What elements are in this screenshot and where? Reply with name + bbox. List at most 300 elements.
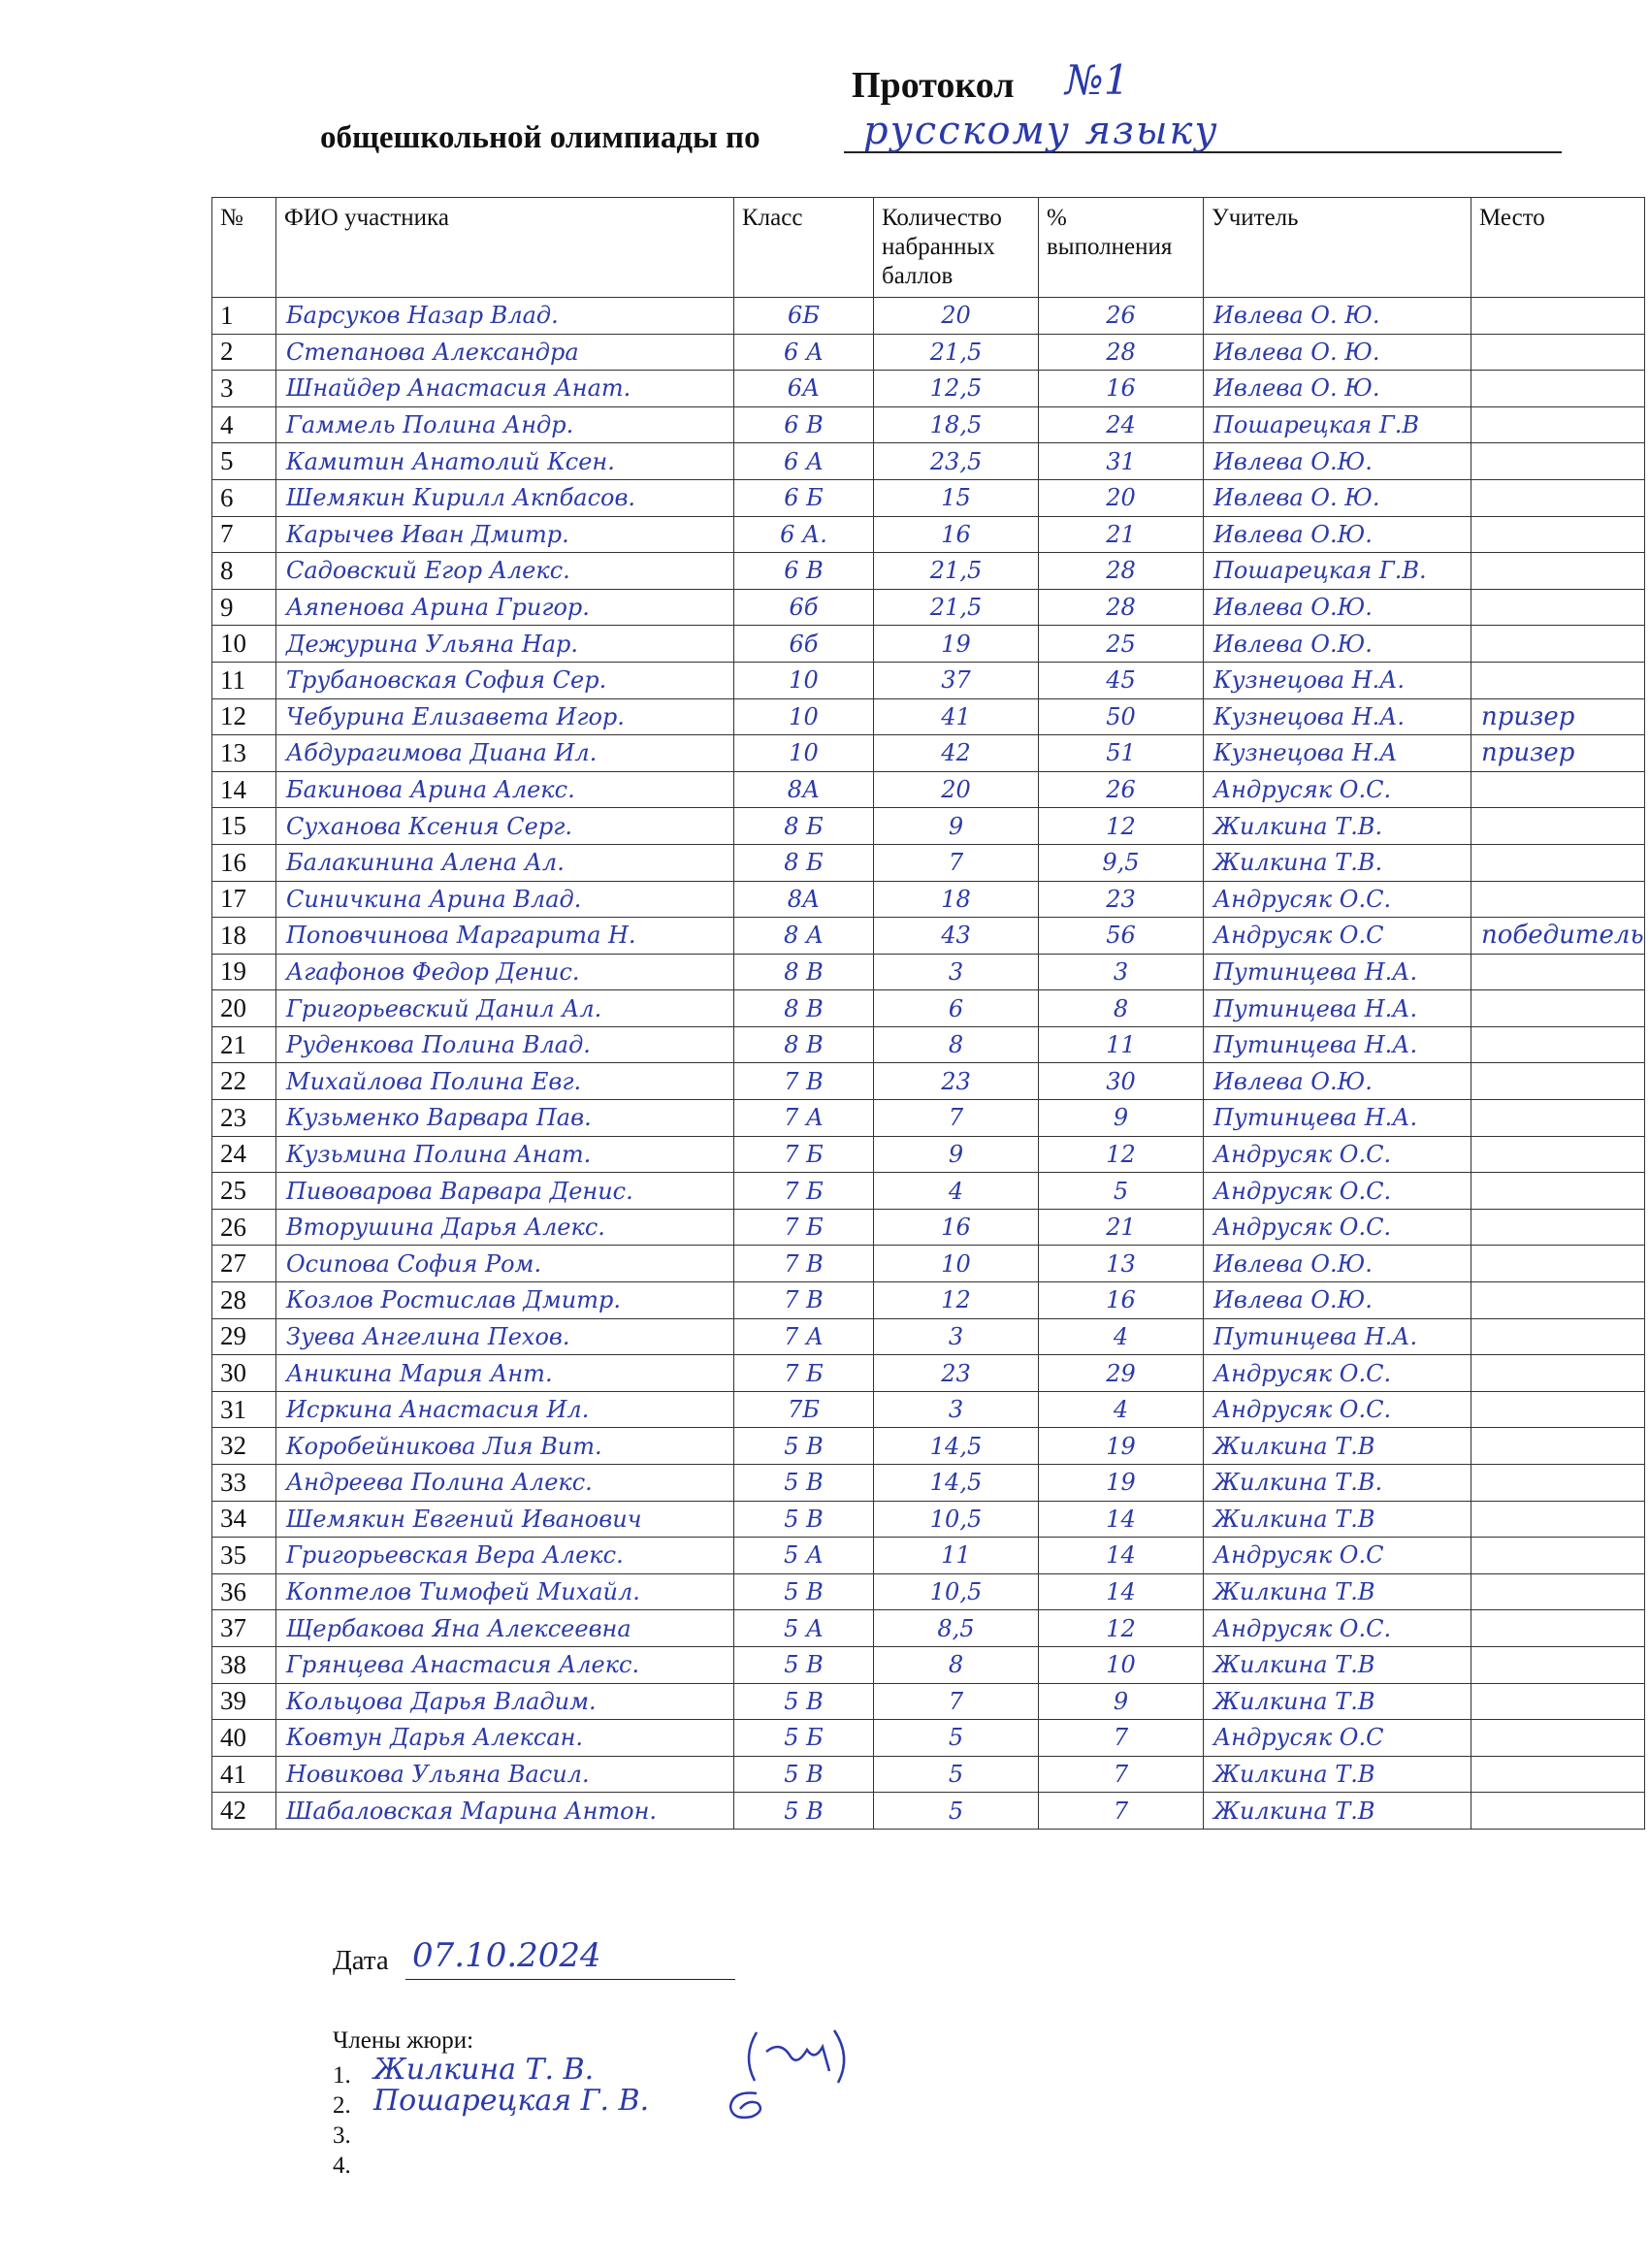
place-cell	[1471, 1756, 1645, 1793]
teacher-cell: Путинцева Н.А.	[1204, 1318, 1471, 1355]
class-cell: 8 А	[734, 918, 874, 955]
table-row	[212, 298, 1645, 335]
class-cell: 7 В	[734, 1246, 874, 1282]
participant-name: Дежурина Ульяна Нар.	[276, 626, 734, 663]
teacher-cell: Кузнецова Н.А	[1204, 735, 1471, 772]
participant-name: Кузьмина Полина Анат.	[276, 1136, 734, 1173]
row-number: 34	[212, 1501, 276, 1538]
participant-name: Абдурагимова Диана Ил.	[276, 735, 734, 772]
teacher-cell: Жилкина Т.В	[1204, 1646, 1471, 1683]
place-cell	[1471, 1246, 1645, 1282]
table-row	[212, 1610, 1645, 1647]
place-cell: призер	[1471, 698, 1645, 735]
participant-name: Балакинина Алена Ал.	[276, 844, 734, 881]
percent-cell: 56	[1039, 918, 1204, 955]
table-row	[212, 553, 1645, 590]
table-row	[212, 1063, 1645, 1100]
teacher-cell: Жилкина Т.В	[1204, 1501, 1471, 1538]
teacher-cell: Ивлева О.Ю.	[1204, 1282, 1471, 1319]
protocol-subtitle: общешкольной олимпиады по	[320, 120, 760, 155]
row-number: 25	[212, 1173, 276, 1210]
class-cell: 6А	[734, 371, 874, 407]
class-cell: 6 Б	[734, 479, 874, 516]
class-cell: 5 В	[734, 1793, 874, 1830]
score-cell: 5	[874, 1720, 1039, 1757]
score-cell: 20	[874, 298, 1039, 335]
class-cell: 5 В	[734, 1756, 874, 1793]
percent-cell: 21	[1039, 516, 1204, 553]
participant-name: Козлов Ростислав Дмитр.	[276, 1282, 734, 1319]
place-cell	[1471, 954, 1645, 990]
table-row	[212, 771, 1645, 808]
teacher-cell: Пошарецкая Г.В.	[1204, 553, 1471, 590]
score-cell: 8	[874, 1026, 1039, 1063]
teacher-cell: Жилкина Т.В	[1204, 1756, 1471, 1793]
row-number: 35	[212, 1538, 276, 1574]
teacher-cell: Путинцева Н.А.	[1204, 954, 1471, 990]
place-cell	[1471, 1538, 1645, 1574]
participant-name: Григорьевская Вера Алекс.	[276, 1538, 734, 1574]
table-row	[212, 844, 1645, 881]
percent-cell: 12	[1039, 808, 1204, 845]
score-cell: 14,5	[874, 1428, 1039, 1465]
score-cell: 21,5	[874, 334, 1039, 371]
score-cell: 12,5	[874, 371, 1039, 407]
percent-cell: 10	[1039, 1646, 1204, 1683]
table-row	[212, 334, 1645, 371]
row-number: 31	[212, 1391, 276, 1428]
row-number: 40	[212, 1720, 276, 1757]
class-cell: 8 В	[734, 990, 874, 1027]
class-cell: 7 Б	[734, 1136, 874, 1173]
table-row	[212, 371, 1645, 407]
table-row	[212, 1428, 1645, 1465]
place-cell	[1471, 1610, 1645, 1647]
teacher-cell: Андрусяк О.С.	[1204, 881, 1471, 918]
score-cell: 23	[874, 1063, 1039, 1100]
score-cell: 21,5	[874, 553, 1039, 590]
class-cell: 5 В	[734, 1501, 874, 1538]
place-cell	[1471, 881, 1645, 918]
table-row	[212, 1720, 1645, 1757]
participant-name: Барсуков Назар Влад.	[276, 298, 734, 335]
place-cell	[1471, 1209, 1645, 1246]
percent-cell: 5	[1039, 1173, 1204, 1210]
participant-name: Кузьменко Варвара Пав.	[276, 1100, 734, 1137]
class-cell: 6 А	[734, 443, 874, 480]
participant-name: Гаммель Полина Андр.	[276, 406, 734, 443]
place-cell	[1471, 1573, 1645, 1610]
teacher-cell: Ивлева О.Ю.	[1204, 1063, 1471, 1100]
table-row	[212, 1683, 1645, 1720]
score-cell: 14,5	[874, 1465, 1039, 1502]
class-cell: 5 А	[734, 1610, 874, 1647]
score-cell: 7	[874, 1100, 1039, 1137]
teacher-cell: Ивлева О.Ю.	[1204, 443, 1471, 480]
row-number: 24	[212, 1136, 276, 1173]
row-number: 33	[212, 1465, 276, 1502]
class-cell: 7 В	[734, 1063, 874, 1100]
participant-name: Аяпенова Арина Григор.	[276, 589, 734, 626]
jury-number-4: 4.	[333, 2153, 351, 2179]
table-row	[212, 479, 1645, 516]
teacher-cell: Кузнецова Н.А.	[1204, 662, 1471, 698]
place-cell	[1471, 1720, 1645, 1757]
percent-cell: 29	[1039, 1355, 1204, 1392]
score-cell: 8	[874, 1646, 1039, 1683]
row-number: 7	[212, 516, 276, 553]
class-cell: 8 Б	[734, 808, 874, 845]
teacher-cell: Путинцева Н.А.	[1204, 1100, 1471, 1137]
place-cell	[1471, 1355, 1645, 1392]
participant-name: Шемякин Кирилл Акпбасов.	[276, 479, 734, 516]
participant-name: Зуева Ангелина Пехов.	[276, 1318, 734, 1355]
table-row	[212, 626, 1645, 663]
place-cell: победитель	[1471, 918, 1645, 955]
row-number: 14	[212, 771, 276, 808]
percent-cell: 51	[1039, 735, 1204, 772]
class-cell: 7 Б	[734, 1355, 874, 1392]
score-cell: 12	[874, 1282, 1039, 1319]
class-cell: 7 Б	[734, 1209, 874, 1246]
table-row	[212, 1538, 1645, 1574]
place-cell	[1471, 1646, 1645, 1683]
row-number: 12	[212, 698, 276, 735]
score-cell: 3	[874, 954, 1039, 990]
participant-name: Кольцова Дарья Владим.	[276, 1683, 734, 1720]
class-cell: 6 В	[734, 553, 874, 590]
percent-cell: 50	[1039, 698, 1204, 735]
participant-name: Карычев Иван Дмитр.	[276, 516, 734, 553]
row-number: 27	[212, 1246, 276, 1282]
percent-cell: 45	[1039, 662, 1204, 698]
percent-cell: 13	[1039, 1246, 1204, 1282]
row-number: 11	[212, 662, 276, 698]
teacher-cell: Ивлева О. Ю.	[1204, 334, 1471, 371]
participant-name: Коптелов Тимофей Михайл.	[276, 1573, 734, 1610]
class-cell: 8А	[734, 771, 874, 808]
table-row	[212, 1465, 1645, 1502]
teacher-cell: Ивлева О.Ю.	[1204, 626, 1471, 663]
place-cell	[1471, 479, 1645, 516]
percent-cell: 14	[1039, 1538, 1204, 1574]
score-cell: 18	[874, 881, 1039, 918]
participant-name: Шемякин Евгений Иванович	[276, 1501, 734, 1538]
protocol-number: №1	[1065, 56, 1130, 104]
place-cell	[1471, 771, 1645, 808]
table-row	[212, 1209, 1645, 1246]
protocol-title: Протокол	[852, 65, 1015, 106]
place-cell	[1471, 516, 1645, 553]
teacher-cell: Андрусяк О.С.	[1204, 1136, 1471, 1173]
percent-cell: 3	[1039, 954, 1204, 990]
place-cell	[1471, 990, 1645, 1027]
signature-2	[723, 2086, 771, 2124]
date-value: 07.10.2024	[412, 1936, 601, 1975]
class-cell: 5 В	[734, 1573, 874, 1610]
col-name-header: ФИО участника	[276, 198, 734, 298]
place-cell	[1471, 1465, 1645, 1502]
table-row	[212, 1173, 1645, 1210]
table-row	[212, 589, 1645, 626]
percent-cell: 16	[1039, 371, 1204, 407]
score-cell: 7	[874, 844, 1039, 881]
place-cell	[1471, 443, 1645, 480]
participant-name: Ковтун Дарья Алексан.	[276, 1720, 734, 1757]
teacher-cell: Жилкина Т.В	[1204, 1573, 1471, 1610]
participant-name: Шнайдер Анастасия Анат.	[276, 371, 734, 407]
row-number: 32	[212, 1428, 276, 1465]
percent-cell: 30	[1039, 1063, 1204, 1100]
row-number: 38	[212, 1646, 276, 1683]
class-cell: 8А	[734, 881, 874, 918]
class-cell: 5 Б	[734, 1720, 874, 1757]
row-number: 2	[212, 334, 276, 371]
participant-name: Поповчинова Маргарита Н.	[276, 918, 734, 955]
class-cell: 5 В	[734, 1428, 874, 1465]
teacher-cell: Андрусяк О.С.	[1204, 771, 1471, 808]
table-row	[212, 1501, 1645, 1538]
teacher-cell: Жилкина Т.В	[1204, 1683, 1471, 1720]
score-cell: 23	[874, 1355, 1039, 1392]
score-cell: 6	[874, 990, 1039, 1027]
signature-1	[737, 2023, 863, 2090]
class-cell: 5 В	[734, 1646, 874, 1683]
place-cell	[1471, 1063, 1645, 1100]
percent-cell: 19	[1039, 1465, 1204, 1502]
jury-member-2: Пошарецкая Г. В.	[373, 2084, 650, 2118]
participant-name: Коробейникова Лия Вит.	[276, 1428, 734, 1465]
teacher-cell: Андрусяк О.С.	[1204, 1391, 1471, 1428]
teacher-cell: Жилкина Т.В	[1204, 1793, 1471, 1830]
participant-name: Вторушина Дарья Алекс.	[276, 1209, 734, 1246]
place-cell	[1471, 626, 1645, 663]
table-row	[212, 1026, 1645, 1063]
table-row	[212, 443, 1645, 480]
teacher-cell: Ивлева О. Ю.	[1204, 371, 1471, 407]
place-cell	[1471, 1173, 1645, 1210]
percent-cell: 26	[1039, 298, 1204, 335]
participant-name: Грянцева Анастасия Алекс.	[276, 1646, 734, 1683]
percent-cell: 14	[1039, 1573, 1204, 1610]
score-cell: 7	[874, 1683, 1039, 1720]
place-cell	[1471, 589, 1645, 626]
teacher-cell: Андрусяк О.С	[1204, 1720, 1471, 1757]
table-header-row	[212, 198, 1645, 298]
percent-cell: 7	[1039, 1793, 1204, 1830]
percent-cell: 7	[1039, 1720, 1204, 1757]
class-cell: 6 А.	[734, 516, 874, 553]
participant-name: Исркина Анастасия Ил.	[276, 1391, 734, 1428]
percent-cell: 31	[1039, 443, 1204, 480]
score-cell: 5	[874, 1793, 1039, 1830]
score-cell: 15	[874, 479, 1039, 516]
place-cell	[1471, 662, 1645, 698]
table-row	[212, 406, 1645, 443]
participant-name: Степанова Александра	[276, 334, 734, 371]
row-number: 28	[212, 1282, 276, 1319]
participant-name: Чебурина Елизавета Игор.	[276, 698, 734, 735]
class-cell: 7 В	[734, 1282, 874, 1319]
percent-cell: 9,5	[1039, 844, 1204, 881]
class-cell: 6 А	[734, 334, 874, 371]
score-cell: 10,5	[874, 1501, 1039, 1538]
participant-name: Щербакова Яна Алексеевна	[276, 1610, 734, 1647]
place-cell	[1471, 844, 1645, 881]
score-cell: 9	[874, 808, 1039, 845]
score-cell: 43	[874, 918, 1039, 955]
place-cell	[1471, 1391, 1645, 1428]
class-cell: 6б	[734, 589, 874, 626]
place-cell	[1471, 1318, 1645, 1355]
table-row	[212, 698, 1645, 735]
class-cell: 5 А	[734, 1538, 874, 1574]
percent-cell: 12	[1039, 1610, 1204, 1647]
date-underline	[405, 1979, 735, 1980]
percent-cell: 9	[1039, 1683, 1204, 1720]
score-cell: 9	[874, 1136, 1039, 1173]
col-percent-header: % выполнения	[1039, 198, 1204, 298]
score-cell: 16	[874, 1209, 1039, 1246]
table-row	[212, 735, 1645, 772]
class-cell: 6 В	[734, 406, 874, 443]
place-cell	[1471, 553, 1645, 590]
percent-cell: 11	[1039, 1026, 1204, 1063]
jury-label: Члены жюри:	[333, 2027, 474, 2054]
table-row	[212, 1246, 1645, 1282]
class-cell: 5 В	[734, 1465, 874, 1502]
teacher-cell: Жилкина Т.В	[1204, 1428, 1471, 1465]
table-row	[212, 1355, 1645, 1392]
score-cell: 10	[874, 1246, 1039, 1282]
row-number: 15	[212, 808, 276, 845]
row-number: 13	[212, 735, 276, 772]
participant-name: Агафонов Федор Денис.	[276, 954, 734, 990]
date-label: Дата	[333, 1945, 389, 1976]
class-cell: 8 В	[734, 954, 874, 990]
col-teacher-header: Учитель	[1204, 198, 1471, 298]
participant-name: Синичкина Арина Влад.	[276, 881, 734, 918]
teacher-cell: Андрусяк О.С.	[1204, 1610, 1471, 1647]
class-cell: 10	[734, 735, 874, 772]
place-cell	[1471, 1026, 1645, 1063]
score-cell: 16	[874, 516, 1039, 553]
participant-name: Андреева Полина Алекс.	[276, 1465, 734, 1502]
jury-number-3: 3.	[333, 2122, 351, 2149]
table-row	[212, 1573, 1645, 1610]
percent-cell: 16	[1039, 1282, 1204, 1319]
participant-name: Шабаловская Марина Антон.	[276, 1793, 734, 1830]
place-cell: призер	[1471, 735, 1645, 772]
class-cell: 10	[734, 698, 874, 735]
class-cell: 5 В	[734, 1683, 874, 1720]
place-cell	[1471, 334, 1645, 371]
percent-cell: 25	[1039, 626, 1204, 663]
jury-number-1: 1.	[333, 2062, 351, 2089]
table-row	[212, 881, 1645, 918]
class-cell: 7 А	[734, 1100, 874, 1137]
table-row	[212, 516, 1645, 553]
score-cell: 42	[874, 735, 1039, 772]
row-number: 20	[212, 990, 276, 1027]
score-cell: 21,5	[874, 589, 1039, 626]
row-number: 21	[212, 1026, 276, 1063]
class-cell: 6Б	[734, 298, 874, 335]
score-cell: 3	[874, 1391, 1039, 1428]
row-number: 8	[212, 553, 276, 590]
table-row	[212, 662, 1645, 698]
percent-cell: 7	[1039, 1756, 1204, 1793]
teacher-cell: Ивлева О. Ю.	[1204, 479, 1471, 516]
participant-name: Садовский Егор Алекс.	[276, 553, 734, 590]
score-cell: 10,5	[874, 1573, 1039, 1610]
percent-cell: 14	[1039, 1501, 1204, 1538]
row-number: 9	[212, 589, 276, 626]
teacher-cell: Ивлева О. Ю.	[1204, 298, 1471, 335]
teacher-cell: Андрусяк О.С	[1204, 1538, 1471, 1574]
row-number: 39	[212, 1683, 276, 1720]
percent-cell: 21	[1039, 1209, 1204, 1246]
score-cell: 19	[874, 626, 1039, 663]
score-cell: 3	[874, 1318, 1039, 1355]
score-cell: 37	[874, 662, 1039, 698]
row-number: 26	[212, 1209, 276, 1246]
row-number: 30	[212, 1355, 276, 1392]
percent-cell: 28	[1039, 553, 1204, 590]
teacher-cell: Андрусяк О.С.	[1204, 1209, 1471, 1246]
row-number: 41	[212, 1756, 276, 1793]
teacher-cell: Пошарецкая Г.В	[1204, 406, 1471, 443]
place-cell	[1471, 1428, 1645, 1465]
teacher-cell: Путинцева Н.А.	[1204, 990, 1471, 1027]
row-number: 19	[212, 954, 276, 990]
place-cell	[1471, 808, 1645, 845]
col-number-header: №	[212, 198, 276, 298]
col-score-header: Количество набранных баллов	[874, 198, 1039, 298]
score-cell: 5	[874, 1756, 1039, 1793]
score-cell: 18,5	[874, 406, 1039, 443]
row-number: 3	[212, 371, 276, 407]
participant-name: Трубановская София Сер.	[276, 662, 734, 698]
table-row	[212, 1793, 1645, 1830]
percent-cell: 4	[1039, 1318, 1204, 1355]
place-cell	[1471, 1683, 1645, 1720]
row-number: 42	[212, 1793, 276, 1830]
jury-list	[333, 2060, 351, 2181]
percent-cell: 12	[1039, 1136, 1204, 1173]
place-cell	[1471, 1501, 1645, 1538]
row-number: 10	[212, 626, 276, 663]
score-cell: 11	[874, 1538, 1039, 1574]
participant-name: Михайлова Полина Евг.	[276, 1063, 734, 1100]
results-table	[211, 197, 1645, 1830]
place-cell	[1471, 406, 1645, 443]
teacher-cell: Андрусяк О.С.	[1204, 1173, 1471, 1210]
class-cell: 6б	[734, 626, 874, 663]
teacher-cell: Жилкина Т.В.	[1204, 844, 1471, 881]
row-number: 29	[212, 1318, 276, 1355]
class-cell: 7 Б	[734, 1173, 874, 1210]
table-row	[212, 808, 1645, 845]
percent-cell: 9	[1039, 1100, 1204, 1137]
teacher-cell: Жилкина Т.В.	[1204, 1465, 1471, 1502]
score-cell: 4	[874, 1173, 1039, 1210]
participant-name: Новикова Ульяна Васил.	[276, 1756, 734, 1793]
teacher-cell: Андрусяк О.С.	[1204, 1355, 1471, 1392]
percent-cell: 8	[1039, 990, 1204, 1027]
teacher-cell: Жилкина Т.В.	[1204, 808, 1471, 845]
row-number: 6	[212, 479, 276, 516]
